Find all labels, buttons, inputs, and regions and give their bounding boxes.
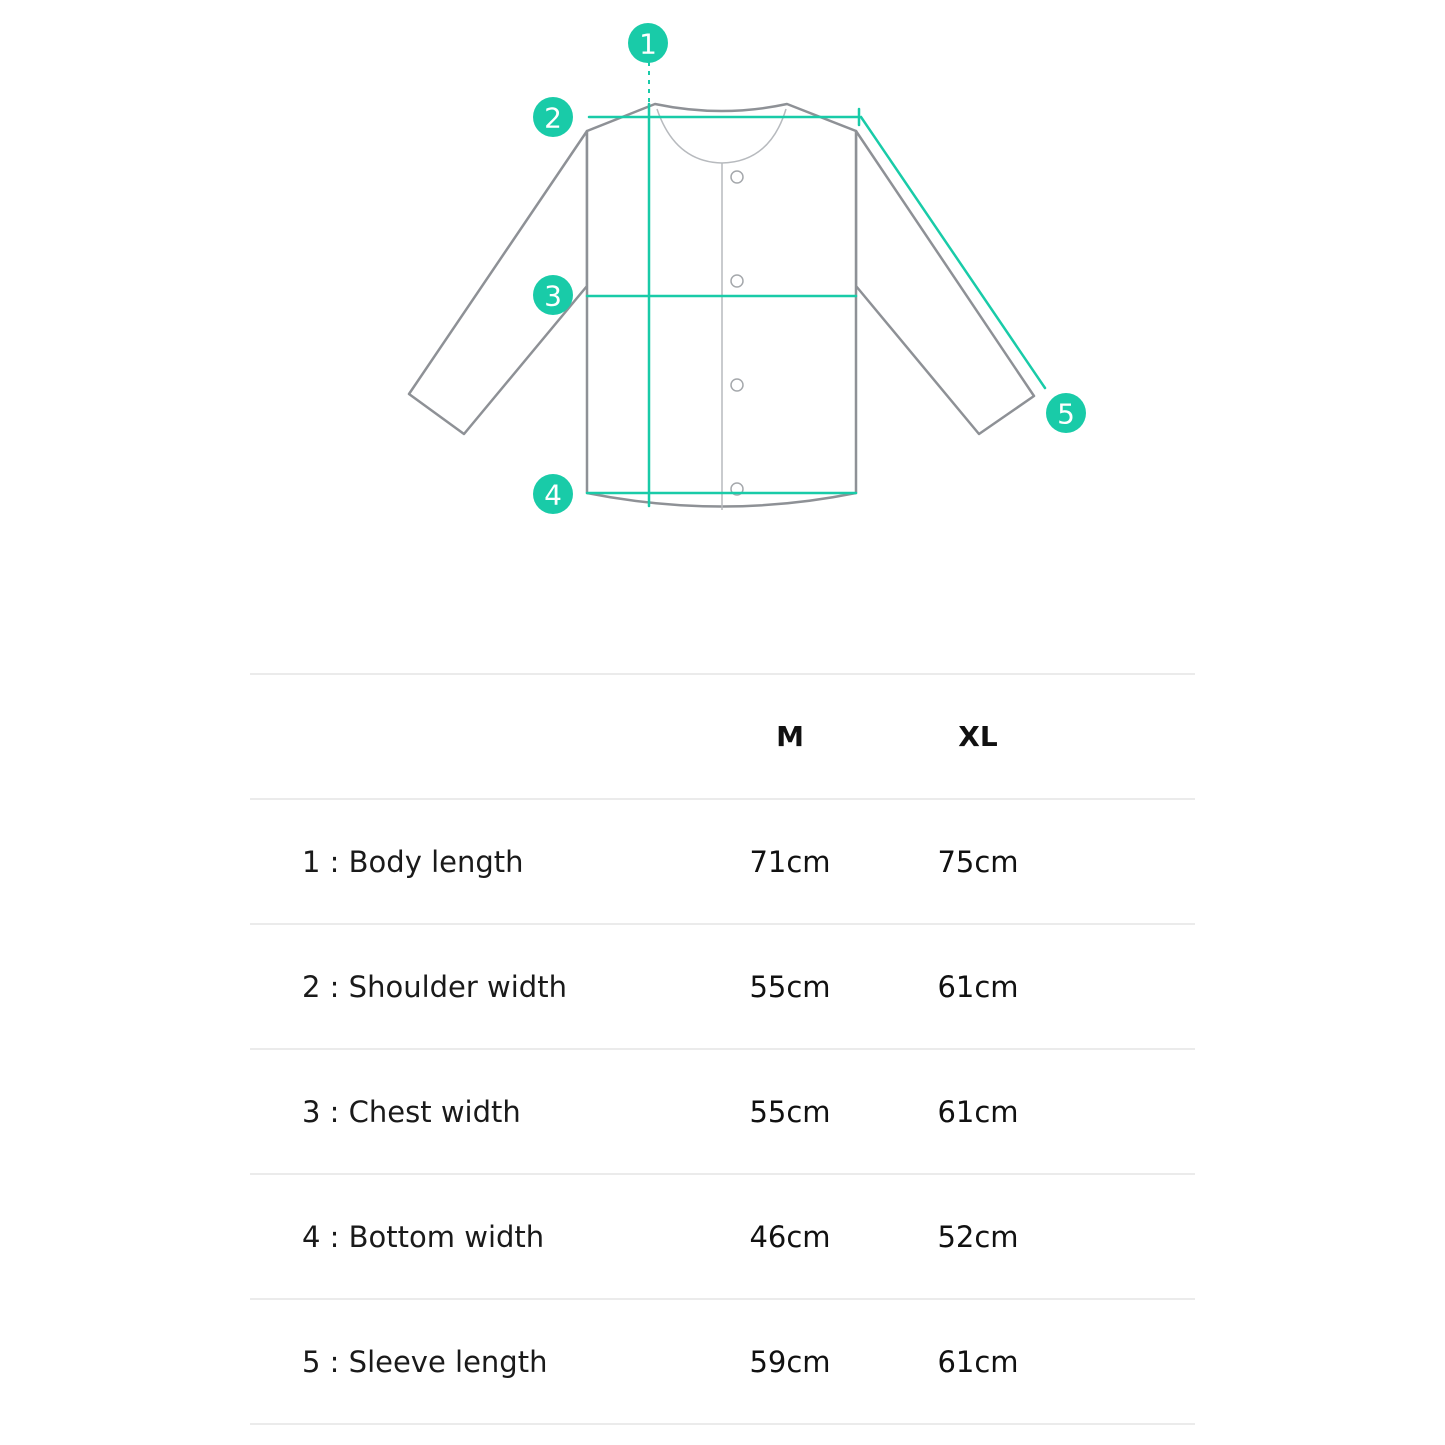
- marker-2: [533, 97, 573, 137]
- table-row: [250, 923, 1195, 1048]
- marker-5-label: 5: [1057, 397, 1075, 431]
- row-label: 2 : Shoulder width: [302, 969, 567, 1004]
- size-m-value: 71cm: [749, 844, 831, 879]
- table-header-row: [250, 673, 1195, 798]
- column-header-xl: XL: [958, 720, 998, 753]
- size-xl-value: 75cm: [937, 844, 1019, 879]
- size-m-value: 55cm: [749, 1094, 831, 1129]
- marker-1-label: 1: [639, 27, 657, 61]
- marker-4: [533, 474, 573, 514]
- row-label: 4 : Bottom width: [302, 1219, 545, 1254]
- marker-5: [1046, 393, 1086, 433]
- size-m-value: 46cm: [749, 1219, 831, 1254]
- size-m-value: 59cm: [749, 1344, 831, 1379]
- button: [731, 275, 743, 287]
- marker-3-label: 3: [544, 279, 562, 313]
- table-row: [250, 798, 1195, 923]
- marker-2-label: 2: [544, 101, 562, 135]
- size-m-value: 55cm: [749, 969, 831, 1004]
- button: [731, 171, 743, 183]
- marker-4-label: 4: [544, 478, 562, 512]
- column-header-m: M: [776, 720, 804, 753]
- size-xl-value: 61cm: [937, 969, 1019, 1004]
- right-sleeve: [856, 131, 1034, 434]
- button: [731, 379, 743, 391]
- size-xl-value: 61cm: [937, 1344, 1019, 1379]
- size-chart-table: [250, 673, 1195, 1425]
- table-row: [250, 1173, 1195, 1298]
- size-xl-value: 52cm: [937, 1219, 1019, 1254]
- table-row: [250, 1298, 1195, 1425]
- garment-measurement-diagram: [0, 0, 1445, 560]
- marker-3: [533, 275, 573, 315]
- row-label: 5 : Sleeve length: [302, 1344, 548, 1379]
- size-xl-value: 61cm: [937, 1094, 1019, 1129]
- table-row: [250, 1048, 1195, 1173]
- row-label: 1 : Body length: [302, 844, 524, 879]
- row-label: 3 : Chest width: [302, 1094, 521, 1129]
- marker-1: [628, 23, 668, 63]
